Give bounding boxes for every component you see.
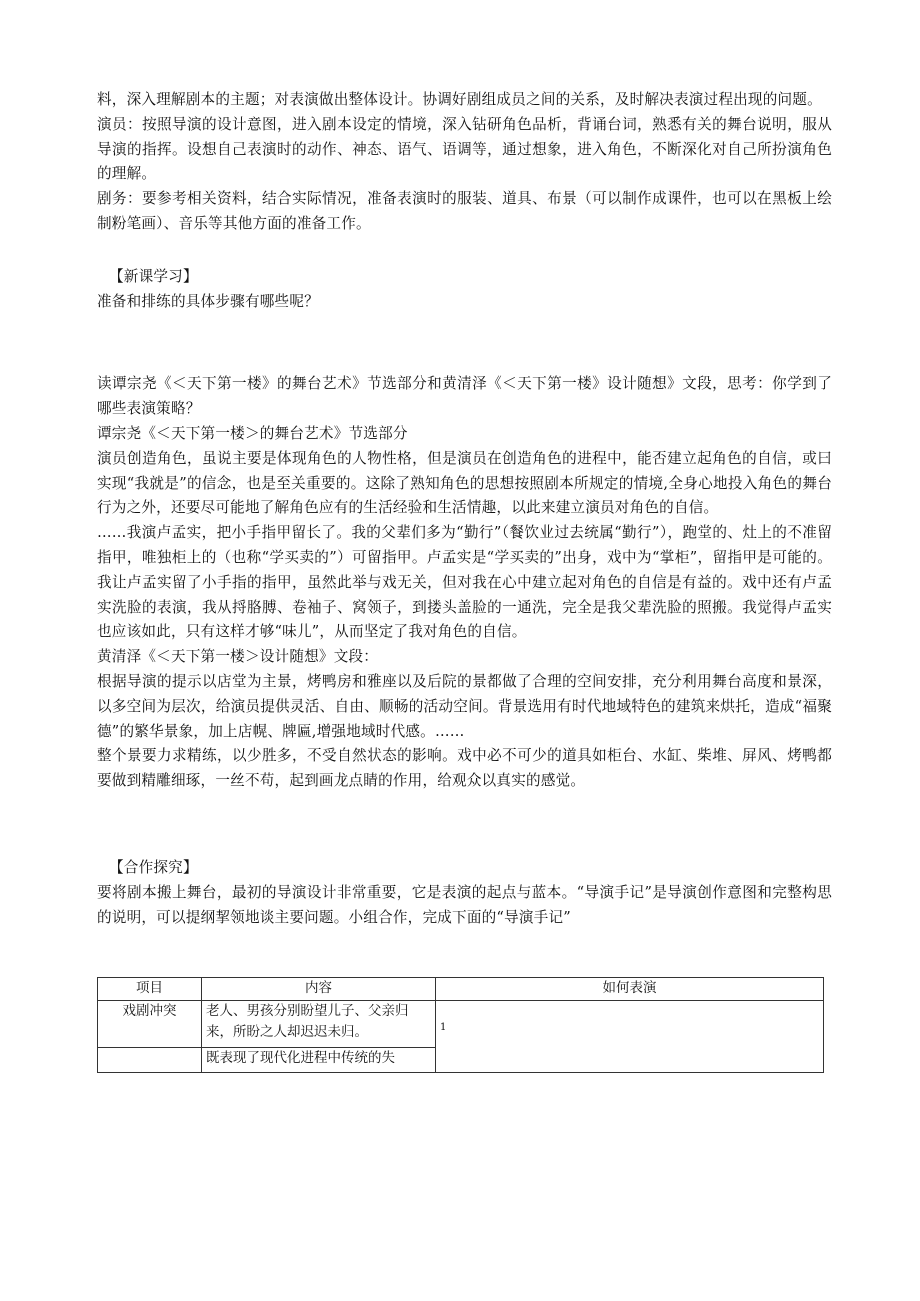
cell-item-empty — [98, 1048, 202, 1073]
paragraph-director: 料，深入理解剧本的主题；对表演做出整体设计。协调好剧组成员之间的关系，及时解决表演过程出现的问题。 — [97, 91, 822, 108]
table-row — [98, 1001, 824, 1048]
document-body — [97, 88, 832, 930]
header-content: 内容 — [202, 978, 436, 1001]
reading-title-2: 黄清泽《＜天下第一楼＞设计随想》文段： — [97, 648, 379, 666]
cooperation-text: 要将剧本搬上舞台，最初的导演设计非常重要，它是表演的起点与蓝本。“导演手记”是导演创作意图和完整构思的说明，可以提纲挈领地谈主要问题。小组合作，完成下面的“导演手记” — [97, 883, 832, 926]
cell-item-conflict: 戏剧冲突 — [98, 1001, 202, 1048]
cell-content-2: 既表现了现代化进程中传统的失 — [202, 1048, 436, 1073]
reading-text-2a: 根据导演的提示以店堂为主景，烤鸭房和雅座以及后院的景都做了合理的空间安排，充分利用舞台高度和景深，以多空间为层次，给演员提供灵活、自由、顺畅的活动空间。背景选用有时代地域特色的建筑来烘托，造成“福聚德”的繁华景象，加上店幌、牌匾,增强地域时代感。…… — [97, 672, 832, 740]
heading-new-lesson: 【新课学习】 — [109, 267, 198, 285]
cell-content-1: 老人、男孩分别盼望儿子、父亲归来，所盼之人却迟迟未归。 — [202, 1001, 436, 1048]
table-header-row — [98, 978, 824, 1001]
reading-title-1: 谭宗尧《＜天下第一楼＞的舞台艺术》节选部分 — [97, 424, 408, 442]
question-steps: 准备和排练的具体步骤有哪些呢？ — [97, 292, 319, 310]
director-notes-table — [97, 977, 824, 1073]
reading-prompt: 读谭宗尧《＜天下第一楼》的舞台艺术》节选部分和黄清泽《＜天下第一楼》设计随想》文段，思考：你学到了哪些表演策略？ — [97, 375, 832, 418]
header-how: 如何表演 — [436, 978, 824, 1001]
paragraph-crew: 剧务：要参考相关资料，结合实际情况，准备表演时的服装、道具、布景（可以制作成课件，也可以在黑板上绘制粉笔画）、音乐等其他方面的准备工作。 — [97, 190, 832, 232]
reading-text-2b: 整个景要力求精练，以少胜多，不受自然状态的影响。戏中必不可少的道具如柜台、水缸、柴堆、屏风、烤鸭都要做到精雕细琢，一丝不苟，起到画龙点睛的作用，给观众以真实的感觉。 — [97, 747, 832, 790]
reading-text-1a: 演员创造角色，虽说主要是体现角色的人物性格，但是演员在创造角色的进程中，能否建立起角色的自信，或曰实现“我就是”的信念，也是至关重要的。这除了熟知角色的思想按照剧本所规定的情境,全身心地投入角色的舞台行为之外，还要尽可能地了解角色应有的生活经验和生活情趣，以此来建立演员对角色的自信。 — [97, 449, 832, 517]
reading-text-1b: ……我演卢孟实，把小手指甲留长了。我的父辈们多为“勤行”（餐饮业过去统属“勤行”），跑堂的、灶上的不准留指甲，唯独柜上的（也称“学买卖的”）可留指甲。卢孟实是“学买卖的”出身，戏中为“掌柜”，留指甲是可能的。我让卢孟实留了小手指的指甲，虽然此举与戏无关，但对我在心中建立起对角色的自信是有益的。戏中还有卢孟实洗脸的表演，我从捋胳膊、卷袖子、窝领子，到搂头盖脸的一通洗，完全是我父辈洗脸的照搬。我觉得卢孟实也应该如此，只有这样才够“味儿”，从而坚定了我对角色的自信。 — [97, 524, 832, 641]
paragraph-actor: 演员：按照导演的设计意图，进入剧本设定的情境，深入钻研角色品析，背诵台词，熟悉有关的舞台说明，服从导演的指挥。设想自己表演时的动作、神态、语气、语调等，通过想象，进入角色，不断深化对自己所扮演角色的理解。 — [97, 115, 832, 183]
header-item: 项目 — [98, 978, 202, 1001]
heading-cooperation: 【合作探究】 — [109, 858, 198, 876]
cell-how-1[interactable]: 1 — [436, 1001, 824, 1073]
